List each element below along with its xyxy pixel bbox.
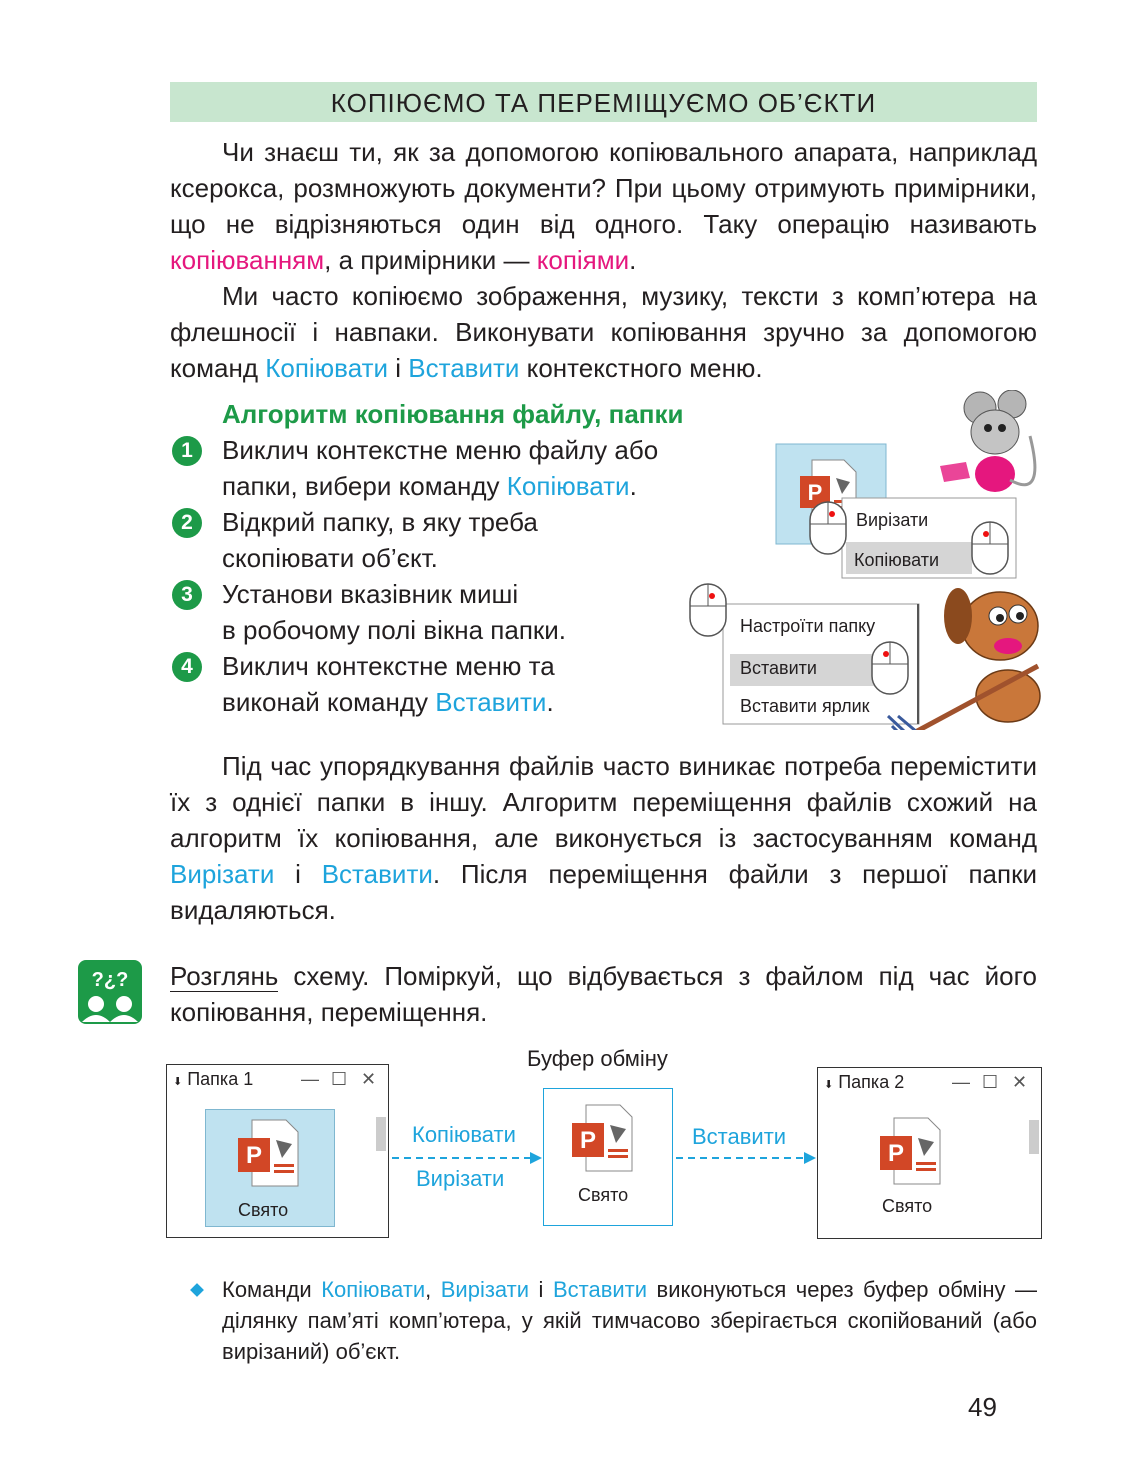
- svg-text:P: P: [887, 1140, 905, 1167]
- menu-item-customize-folder[interactable]: Настроїти папку: [740, 616, 876, 636]
- label-paste: Вставити: [692, 1124, 787, 1149]
- task-text: Розглянь схему. Поміркуй, що відбувається з файлом під час його копіювання, переміщення.: [170, 961, 1037, 1027]
- folder-2-window[interactable]: ⬇ Папка 2 — ☐ ✕ P Свято: [817, 1067, 1042, 1239]
- intro-paragraph-1: Чи знаєш ти, як за допомогою копіювального апарата, наприклад ксерокса, розмножують документи? При цьому отримують примірники, що не відрізняються один від одного. Таку операцію називають копіюванням, а примірники — копіями.: [170, 137, 1037, 275]
- svg-text:?¿?: ?¿?: [91, 969, 129, 991]
- think-task-icon: [78, 960, 142, 1024]
- step-3: Установи вказівник миші в робочому полі вікна папки.: [222, 579, 567, 645]
- close-icon[interactable]: ✕: [361, 1069, 377, 1089]
- cmd-paste: Вставити: [408, 353, 520, 383]
- folder-2-file-name: Свято: [882, 1196, 933, 1216]
- step-2: Відкрий папку, в яку треба скопіювати об’єкт.: [222, 507, 538, 573]
- maximize-icon[interactable]: ☐: [982, 1072, 999, 1092]
- menu-item-paste-shortcut[interactable]: Вставити ярлик: [740, 696, 870, 716]
- algorithm-heading: Алгоритм копіювання файлу, папки: [222, 399, 684, 429]
- mouse-icon: [872, 642, 908, 694]
- selected-file[interactable]: [205, 1109, 335, 1227]
- pptx-file-icon: [234, 1118, 304, 1188]
- page-number: 49: [968, 1392, 997, 1422]
- menu-item-cut[interactable]: Вирізати: [856, 510, 929, 530]
- note-text: Команди Копіювати, Вирізати і Вставити виконуються через буфер обміну — ділянку пам’яті комп’ютера, у якій тимчасово зберігається скопійований (або вирізаний) об’єкт.: [222, 1277, 1037, 1364]
- mouse-character-illustration: [940, 390, 1035, 492]
- menu-item-paste[interactable]: Вставити: [740, 658, 817, 678]
- svg-text:P: P: [807, 480, 823, 505]
- diamond-bullet-icon: [190, 1283, 204, 1297]
- folder-2-title: Папка 2: [838, 1072, 905, 1092]
- menu-item-copy[interactable]: Копіювати: [854, 550, 940, 570]
- minimize-icon[interactable]: —: [952, 1072, 970, 1092]
- intro-paragraph-2: Ми часто копіюємо зображення, музику, тексти з комп’ютера на флешносії і навпаки. Виконувати копіювання зручно за допомогою команд Копіювати і Вставити контекстного меню.: [170, 281, 1037, 383]
- step-1: Виклич контекстне меню файлу або папки, вибери команду Копіювати.: [222, 435, 659, 501]
- term-copies: копіями: [536, 245, 630, 275]
- cmd-copy: Копіювати: [265, 353, 389, 383]
- mouse-icon: [690, 584, 726, 636]
- clipboard-buffer: [543, 1088, 673, 1226]
- buffer-file-name: Свято: [578, 1185, 629, 1205]
- svg-text:P: P: [579, 1127, 597, 1154]
- pptx-file-icon: [568, 1103, 638, 1173]
- step-4: Виклич контекстне меню та виконай команду Вставити.: [222, 651, 555, 717]
- intro-text: [170, 134, 1037, 386]
- step-number-4: 4: [172, 652, 202, 682]
- scrollbar[interactable]: [376, 1105, 386, 1205]
- pptx-file-icon[interactable]: [876, 1116, 946, 1186]
- file-name: Свято: [238, 1200, 289, 1220]
- close-icon[interactable]: ✕: [1012, 1072, 1028, 1092]
- scrollbar[interactable]: [1029, 1108, 1039, 1208]
- task-keyword: Розглянь: [170, 961, 279, 991]
- term-copying: копіюванням: [170, 245, 325, 275]
- step-number-3: 3: [172, 580, 202, 610]
- maximize-icon[interactable]: ☐: [331, 1069, 348, 1089]
- label-copy: Копіювати: [412, 1122, 516, 1147]
- buffer-label: Буфер обміну: [527, 1046, 668, 1071]
- svg-text:P: P: [245, 1142, 263, 1169]
- move-text: Під час упорядкування файлів часто виникає потреба перемістити їх з однієї папки в іншу. Алгоритм переміщення файлів схожий на алгоритм їх копіювання, але виконується із застосуванням команд Вирізати і Вставити. Після переміщення файли з першої папки видаляються.: [170, 751, 1037, 925]
- folder-1-title: Папка 1: [187, 1069, 254, 1089]
- mouse-icon: [810, 502, 846, 554]
- minimize-icon[interactable]: —: [301, 1069, 319, 1089]
- step-number-2: 2: [172, 508, 202, 538]
- mouse-icon: [972, 522, 1008, 574]
- label-cut: Вирізати: [416, 1166, 505, 1191]
- section-title: КОПІЮЄМО ТА ПЕРЕМІЩУЄМО ОБ’ЄКТИ: [170, 82, 1037, 122]
- step-number-1: 1: [172, 436, 202, 466]
- folder-1-window[interactable]: ⬇ Папка 1 — ☐ ✕ P Свято: [166, 1064, 389, 1238]
